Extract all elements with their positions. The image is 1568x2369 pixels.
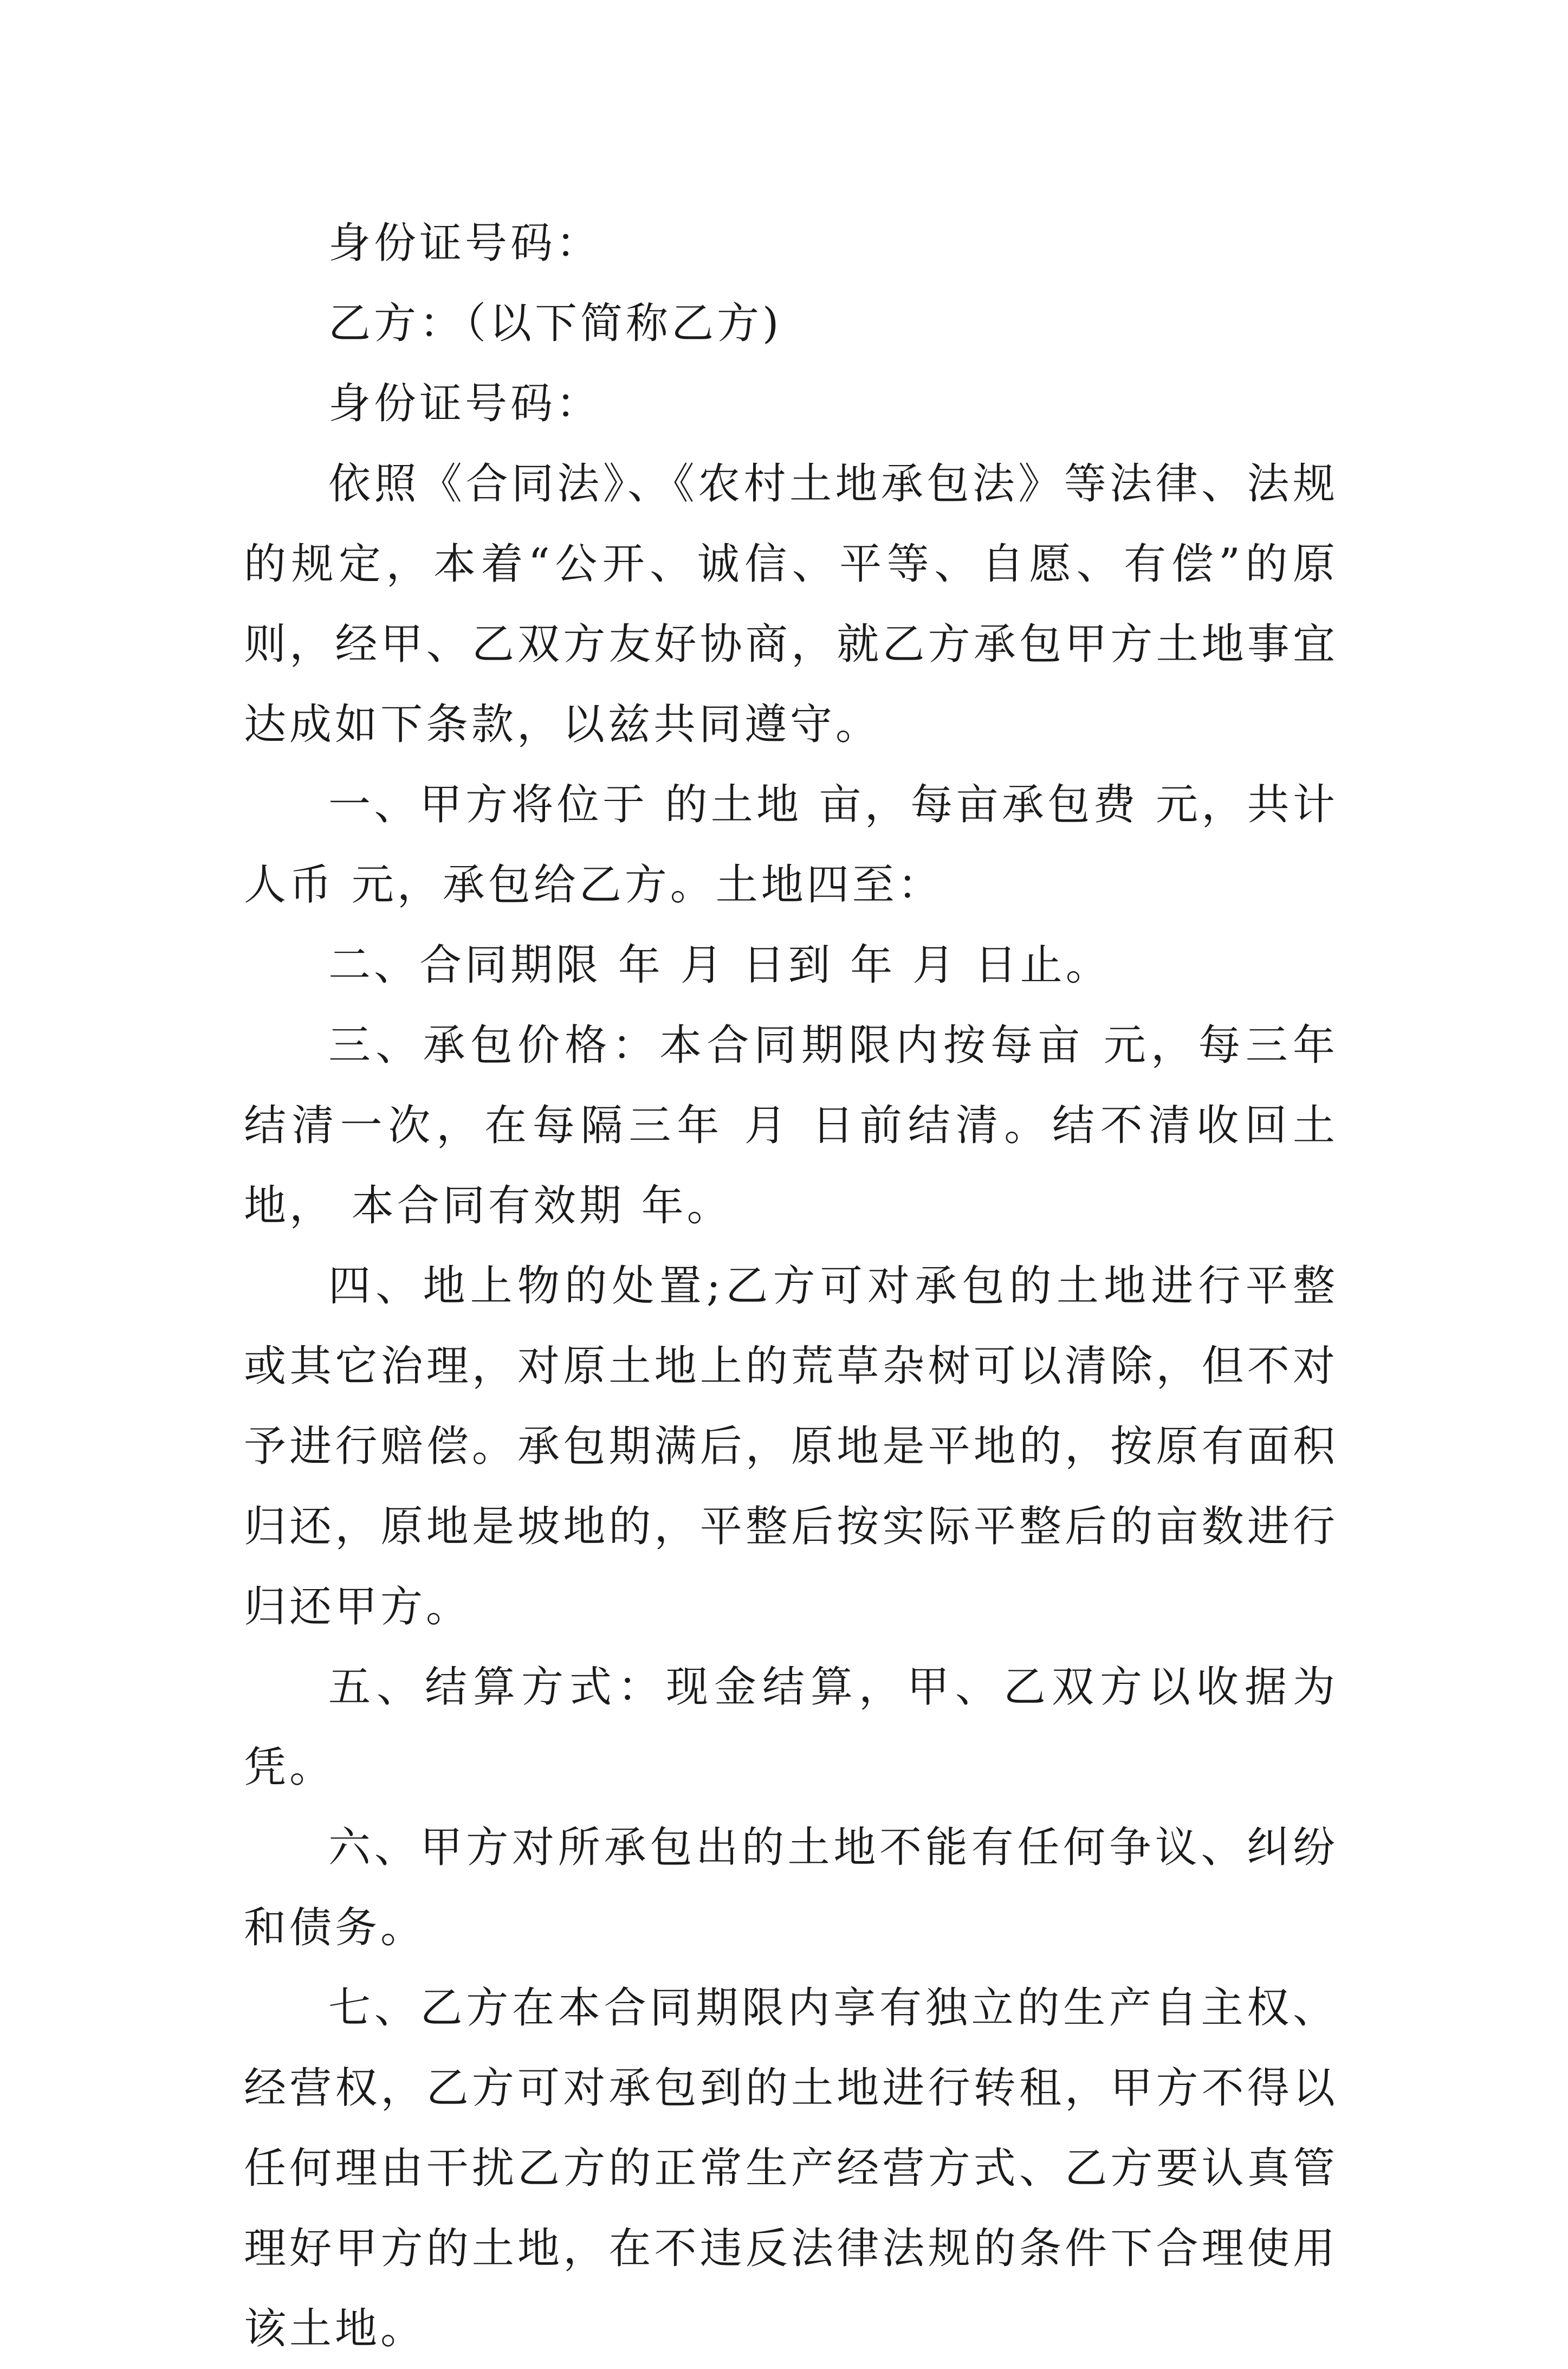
paragraph-clause-1: 一、甲方将位于 的土地 亩，每亩承包费 元，共计人币 元，承包给乙方。土地四至： bbox=[244, 780, 1338, 909]
paragraph-clause-2: 二、合同期限 年 月 日到 年 月 日止。 bbox=[328, 941, 1111, 990]
document-body bbox=[244, 203, 1338, 2369]
paragraph-party-b: 乙方：（以下简称乙方) bbox=[328, 299, 782, 348]
paragraph-id-number-1: 身份证号码： bbox=[328, 219, 602, 268]
paragraph-clause-6: 六、甲方对所承包出的土地不能有任何争议、纠纷和债务。 bbox=[244, 1823, 1338, 1952]
paragraph-clause-5: 五、结算方式：现金结算，甲、乙双方以收据为凭。 bbox=[244, 1663, 1338, 1792]
paragraph-preamble: 依照《合同法》、《农村土地承包法》等法律、法规的规定，本着“公开、诚信、平等、自愿、有偿”的原则，经甲、乙双方友好协商，就乙方承包甲方土地事宜达成如下条款，以兹共同遵守。 bbox=[244, 460, 1338, 749]
paragraph-clause-4: 四、地上物的处置;乙方可对承包的土地进行平整或其它治理，对原土地上的荒草杂树可以清除，但不对予进行赔偿。承包期满后，原地是平地的，按原有面积归还，原地是坡地的，平整后按实际平整后的亩数进行归还甲方。 bbox=[244, 1262, 1338, 1631]
paragraph-id-number-2: 身份证号码： bbox=[328, 379, 602, 428]
paragraph-clause-7: 七、乙方在本合同期限内享有独立的生产自主权、经营权，乙方可对承包到的土地进行转租，甲方不得以任何理由干扰乙方的正常生产经营方式、乙方要认真管理好甲方的土地，在不违反法律法规的条件下合理使用该土地。 bbox=[244, 1984, 1338, 2353]
paragraph-clause-3: 三、承包价格：本合同期限内按每亩 元，每三年结清一次，在每隔三年 月 日前结清。结不清收回土地， 本合同有效期 年。 bbox=[244, 1021, 1338, 1230]
